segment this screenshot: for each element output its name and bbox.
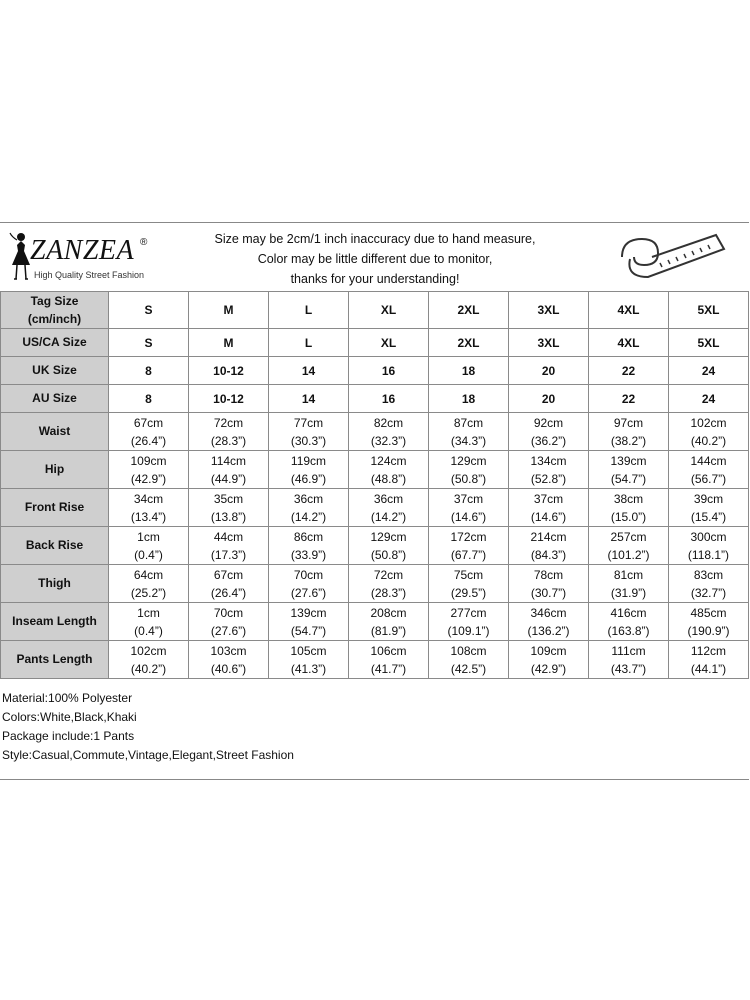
cm-value: 82cm — [373, 415, 404, 430]
measure-cell — [269, 527, 349, 565]
brand-tagline: High Quality Street Fashion — [34, 270, 145, 280]
cm-value: 97cm — [613, 415, 644, 430]
measure-cell — [509, 451, 589, 489]
cm-value: 144cm — [690, 453, 727, 468]
cm-value: 208cm — [370, 605, 407, 620]
inch-value: (31.9”) — [610, 585, 647, 600]
row-header: Back Rise — [1, 527, 109, 565]
cm-value: 39cm — [693, 491, 724, 506]
style-text: Style:Casual,Commute,Vintage,Elegant,Street Fashion — [2, 748, 294, 762]
cm-value: 75cm — [453, 567, 484, 582]
cm-value: 300cm — [690, 529, 727, 544]
size-cell: S — [109, 329, 189, 357]
measure-cell — [429, 565, 509, 603]
inch-value: (54.7”) — [610, 471, 647, 486]
size-cell: 5XL — [669, 292, 749, 329]
measure-cell — [509, 489, 589, 527]
row-header-label: Tag Size — [30, 294, 79, 308]
row-header: UK Size — [1, 357, 109, 385]
cm-value: 72cm — [213, 415, 244, 430]
size-cell: 18 — [429, 357, 509, 385]
inch-value: (0.4”) — [134, 623, 163, 638]
measure-cell — [269, 489, 349, 527]
inch-value: (29.5”) — [450, 585, 487, 600]
measure-cell — [109, 413, 189, 451]
measure-cell — [429, 603, 509, 641]
table-row — [1, 385, 749, 413]
measure-cell — [109, 489, 189, 527]
size-cell: 20 — [509, 357, 589, 385]
cm-value: 102cm — [130, 643, 167, 658]
package-text: Package include:1 Pants — [2, 729, 135, 743]
size-cell: 14 — [269, 357, 349, 385]
cm-value: 346cm — [530, 605, 567, 620]
inch-value: (15.4”) — [690, 509, 727, 524]
inch-value: (44.9”) — [210, 471, 247, 486]
cm-value: 119cm — [290, 453, 327, 468]
size-cell: 20 — [509, 385, 589, 413]
measurement-notice — [170, 229, 580, 289]
row-header: Inseam Length — [1, 603, 109, 641]
inch-value: (36.2”) — [530, 433, 567, 448]
inch-value: (14.6”) — [450, 509, 487, 524]
cm-value: 214cm — [530, 529, 567, 544]
inch-value: (52.8”) — [530, 471, 567, 486]
cm-value: 109cm — [530, 643, 567, 658]
table-row — [1, 329, 749, 357]
size-cell: XL — [349, 292, 429, 329]
inch-value: (27.6”) — [290, 585, 327, 600]
measuring-tape-icon — [612, 227, 732, 287]
cm-value: 34cm — [133, 491, 164, 506]
notice-line: Size may be 2cm/1 inch inaccuracy due to hand measure, — [214, 232, 536, 246]
measure-cell — [509, 641, 589, 679]
cm-value: 134cm — [530, 453, 567, 468]
size-cell: 22 — [589, 385, 669, 413]
inch-value: (50.8”) — [370, 547, 407, 562]
inch-value: (17.3”) — [210, 547, 247, 562]
inch-value: (43.7”) — [610, 661, 647, 676]
cm-value: 1cm — [137, 605, 160, 620]
inch-value: (13.8”) — [210, 509, 247, 524]
size-cell: 5XL — [669, 329, 749, 357]
cm-value: 77cm — [293, 415, 324, 430]
product-info — [2, 689, 294, 765]
size-cell: 8 — [109, 357, 189, 385]
measure-cell — [349, 451, 429, 489]
cm-value: 139cm — [290, 605, 327, 620]
row-header: US/CA Size — [1, 329, 109, 357]
size-cell: 10-12 — [189, 385, 269, 413]
measure-cell — [669, 527, 749, 565]
inch-value: (136.2”) — [527, 623, 570, 638]
size-cell: M — [189, 292, 269, 329]
inch-value: (30.7”) — [530, 585, 567, 600]
inch-value: (81.9”) — [370, 623, 407, 638]
measure-cell — [669, 413, 749, 451]
measure-cell — [349, 641, 429, 679]
measure-cell — [669, 451, 749, 489]
cm-value: 129cm — [450, 453, 487, 468]
measure-cell — [109, 527, 189, 565]
cm-value: 277cm — [450, 605, 487, 620]
cm-value: 112cm — [690, 643, 727, 658]
cm-value: 78cm — [533, 567, 564, 582]
size-cell: 16 — [349, 385, 429, 413]
cm-value: 102cm — [690, 415, 727, 430]
measure-cell — [189, 641, 269, 679]
cm-value: 103cm — [210, 643, 247, 658]
size-cell: M — [189, 329, 269, 357]
measure-cell — [349, 603, 429, 641]
measure-cell — [669, 641, 749, 679]
measure-cell — [189, 603, 269, 641]
size-cell: S — [109, 292, 189, 329]
measure-cell — [429, 413, 509, 451]
inch-value: (42.5”) — [450, 661, 487, 676]
table-row — [1, 641, 749, 679]
cm-value: 109cm — [130, 453, 167, 468]
measure-cell — [429, 489, 509, 527]
cm-value: 485cm — [690, 605, 727, 620]
cm-value: 70cm — [213, 605, 244, 620]
inch-value: (118.1”) — [687, 547, 730, 562]
cm-value: 67cm — [213, 567, 244, 582]
measure-cell — [189, 527, 269, 565]
size-cell: 3XL — [509, 292, 589, 329]
cm-value: 44cm — [213, 529, 244, 544]
size-cell: 4XL — [589, 329, 669, 357]
measure-cell — [509, 413, 589, 451]
cm-value: 37cm — [533, 491, 564, 506]
size-cell: 24 — [669, 357, 749, 385]
cm-value: 111cm — [611, 643, 646, 658]
cm-value: 172cm — [450, 529, 487, 544]
inch-value: (40.2”) — [690, 433, 727, 448]
measure-cell — [349, 527, 429, 565]
cm-value: 257cm — [610, 529, 647, 544]
inch-value: (32.7”) — [690, 585, 727, 600]
inch-value: (42.9”) — [530, 661, 567, 676]
measure-cell — [109, 641, 189, 679]
inch-value: (27.6”) — [210, 623, 247, 638]
inch-value: (42.9”) — [130, 471, 167, 486]
measure-cell — [109, 451, 189, 489]
inch-value: (56.7”) — [690, 471, 727, 486]
cm-value: 87cm — [453, 415, 484, 430]
measure-cell — [189, 413, 269, 451]
size-cell: L — [269, 292, 349, 329]
size-cell: L — [269, 329, 349, 357]
inch-value: (28.3”) — [370, 585, 407, 600]
inch-value: (14.2”) — [290, 509, 327, 524]
table-row — [1, 603, 749, 641]
size-cell: 4XL — [589, 292, 669, 329]
inch-value: (109.1”) — [447, 623, 490, 638]
measure-cell — [429, 641, 509, 679]
cm-value: 114cm — [210, 453, 247, 468]
cm-value: 86cm — [293, 529, 324, 544]
inch-value: (40.2”) — [130, 661, 167, 676]
cm-value: 37cm — [453, 491, 484, 506]
inch-value: (41.7”) — [370, 661, 407, 676]
inch-value: (28.3”) — [210, 433, 247, 448]
size-table — [0, 291, 749, 679]
material-text: Material:100% Polyester — [2, 691, 133, 705]
table-row — [1, 357, 749, 385]
measure-cell — [269, 413, 349, 451]
size-cell: 16 — [349, 357, 429, 385]
inch-value: (190.9”) — [687, 623, 730, 638]
registered-mark: ® — [140, 237, 148, 248]
cm-value: 72cm — [373, 567, 404, 582]
inch-value: (33.9”) — [290, 547, 327, 562]
size-cell: 24 — [669, 385, 749, 413]
measure-cell — [349, 413, 429, 451]
notice-line: Color may be little different due to monitor, — [257, 252, 493, 266]
table-row — [1, 451, 749, 489]
cm-value: 129cm — [370, 529, 407, 544]
inch-value: (34.3”) — [450, 433, 487, 448]
brand-name: ZANZEA — [30, 235, 135, 266]
measure-cell — [589, 489, 669, 527]
notice-line: thanks for your understanding! — [290, 272, 460, 286]
cm-value: 105cm — [290, 643, 327, 658]
cm-value: 108cm — [450, 643, 487, 658]
measure-cell — [109, 603, 189, 641]
inch-value: (32.3”) — [370, 433, 407, 448]
inch-value: (40.6”) — [210, 661, 247, 676]
brand-logo — [4, 229, 164, 287]
table-row — [1, 489, 749, 527]
inch-value: (41.3”) — [290, 661, 327, 676]
inch-value: (54.7”) — [290, 623, 327, 638]
inch-value: (14.2”) — [370, 509, 407, 524]
size-cell: 22 — [589, 357, 669, 385]
size-cell: 14 — [269, 385, 349, 413]
row-header: Waist — [1, 413, 109, 451]
inch-value: (50.8”) — [450, 471, 487, 486]
measure-cell — [429, 451, 509, 489]
cm-value: 36cm — [373, 491, 404, 506]
inch-value: (38.2”) — [610, 433, 647, 448]
inch-value: (84.3”) — [530, 547, 567, 562]
size-cell: 2XL — [429, 329, 509, 357]
measure-cell — [189, 489, 269, 527]
row-header: AU Size — [1, 385, 109, 413]
measure-cell — [589, 451, 669, 489]
measure-cell — [269, 641, 349, 679]
measure-cell — [589, 527, 669, 565]
inch-value: (44.1”) — [690, 661, 727, 676]
size-chart-sheet — [0, 222, 749, 780]
cm-value: 106cm — [370, 643, 407, 658]
cm-value: 416cm — [610, 605, 647, 620]
table-row — [1, 292, 749, 329]
inch-value: (101.2”) — [607, 547, 650, 562]
measure-cell — [509, 603, 589, 641]
measure-cell — [589, 641, 669, 679]
size-cell: 18 — [429, 385, 509, 413]
chart-header — [0, 223, 749, 291]
measure-cell — [669, 565, 749, 603]
measure-cell — [589, 413, 669, 451]
cm-value: 124cm — [370, 453, 407, 468]
measure-cell — [669, 603, 749, 641]
measure-cell — [269, 451, 349, 489]
cm-value: 38cm — [613, 491, 644, 506]
measure-cell — [509, 565, 589, 603]
inch-value: (14.6”) — [530, 509, 567, 524]
row-header: Hip — [1, 451, 109, 489]
row-header: Thigh — [1, 565, 109, 603]
table-row — [1, 413, 749, 451]
measure-cell — [589, 603, 669, 641]
inch-value: (67.7”) — [450, 547, 487, 562]
inch-value: (0.4”) — [134, 547, 163, 562]
cm-value: 139cm — [610, 453, 647, 468]
row-header-unit: (cm/inch) — [27, 312, 82, 326]
table-row — [1, 565, 749, 603]
measure-cell — [509, 527, 589, 565]
cm-value: 35cm — [213, 491, 244, 506]
cm-value: 81cm — [613, 567, 644, 582]
cm-value: 83cm — [693, 567, 724, 582]
size-cell: 10-12 — [189, 357, 269, 385]
row-header: Pants Length — [1, 641, 109, 679]
size-cell: 2XL — [429, 292, 509, 329]
measure-cell — [189, 565, 269, 603]
measure-cell — [269, 565, 349, 603]
inch-value: (48.8”) — [370, 471, 407, 486]
inch-value: (13.4”) — [130, 509, 167, 524]
inch-value: (26.4”) — [130, 433, 167, 448]
measure-cell — [189, 451, 269, 489]
row-header: Front Rise — [1, 489, 109, 527]
size-cell: 8 — [109, 385, 189, 413]
cm-value: 70cm — [293, 567, 324, 582]
inch-value: (163.8”) — [607, 623, 650, 638]
cm-value: 92cm — [533, 415, 564, 430]
table-row — [1, 527, 749, 565]
cm-value: 36cm — [293, 491, 324, 506]
measure-cell — [349, 565, 429, 603]
inch-value: (15.0”) — [610, 509, 647, 524]
measure-cell — [269, 603, 349, 641]
measure-cell — [109, 565, 189, 603]
size-cell: XL — [349, 329, 429, 357]
row-header-tag-size — [1, 292, 109, 329]
measure-cell — [349, 489, 429, 527]
cm-value: 64cm — [133, 567, 164, 582]
cm-value: 1cm — [137, 529, 160, 544]
inch-value: (30.3”) — [290, 433, 327, 448]
cm-value: 67cm — [133, 415, 164, 430]
inch-value: (25.2”) — [130, 585, 167, 600]
measure-cell — [429, 527, 509, 565]
measure-cell — [589, 565, 669, 603]
colors-text: Colors:White,Black,Khaki — [2, 710, 137, 724]
size-cell: 3XL — [509, 329, 589, 357]
measure-cell — [669, 489, 749, 527]
inch-value: (46.9”) — [290, 471, 327, 486]
inch-value: (26.4”) — [210, 585, 247, 600]
